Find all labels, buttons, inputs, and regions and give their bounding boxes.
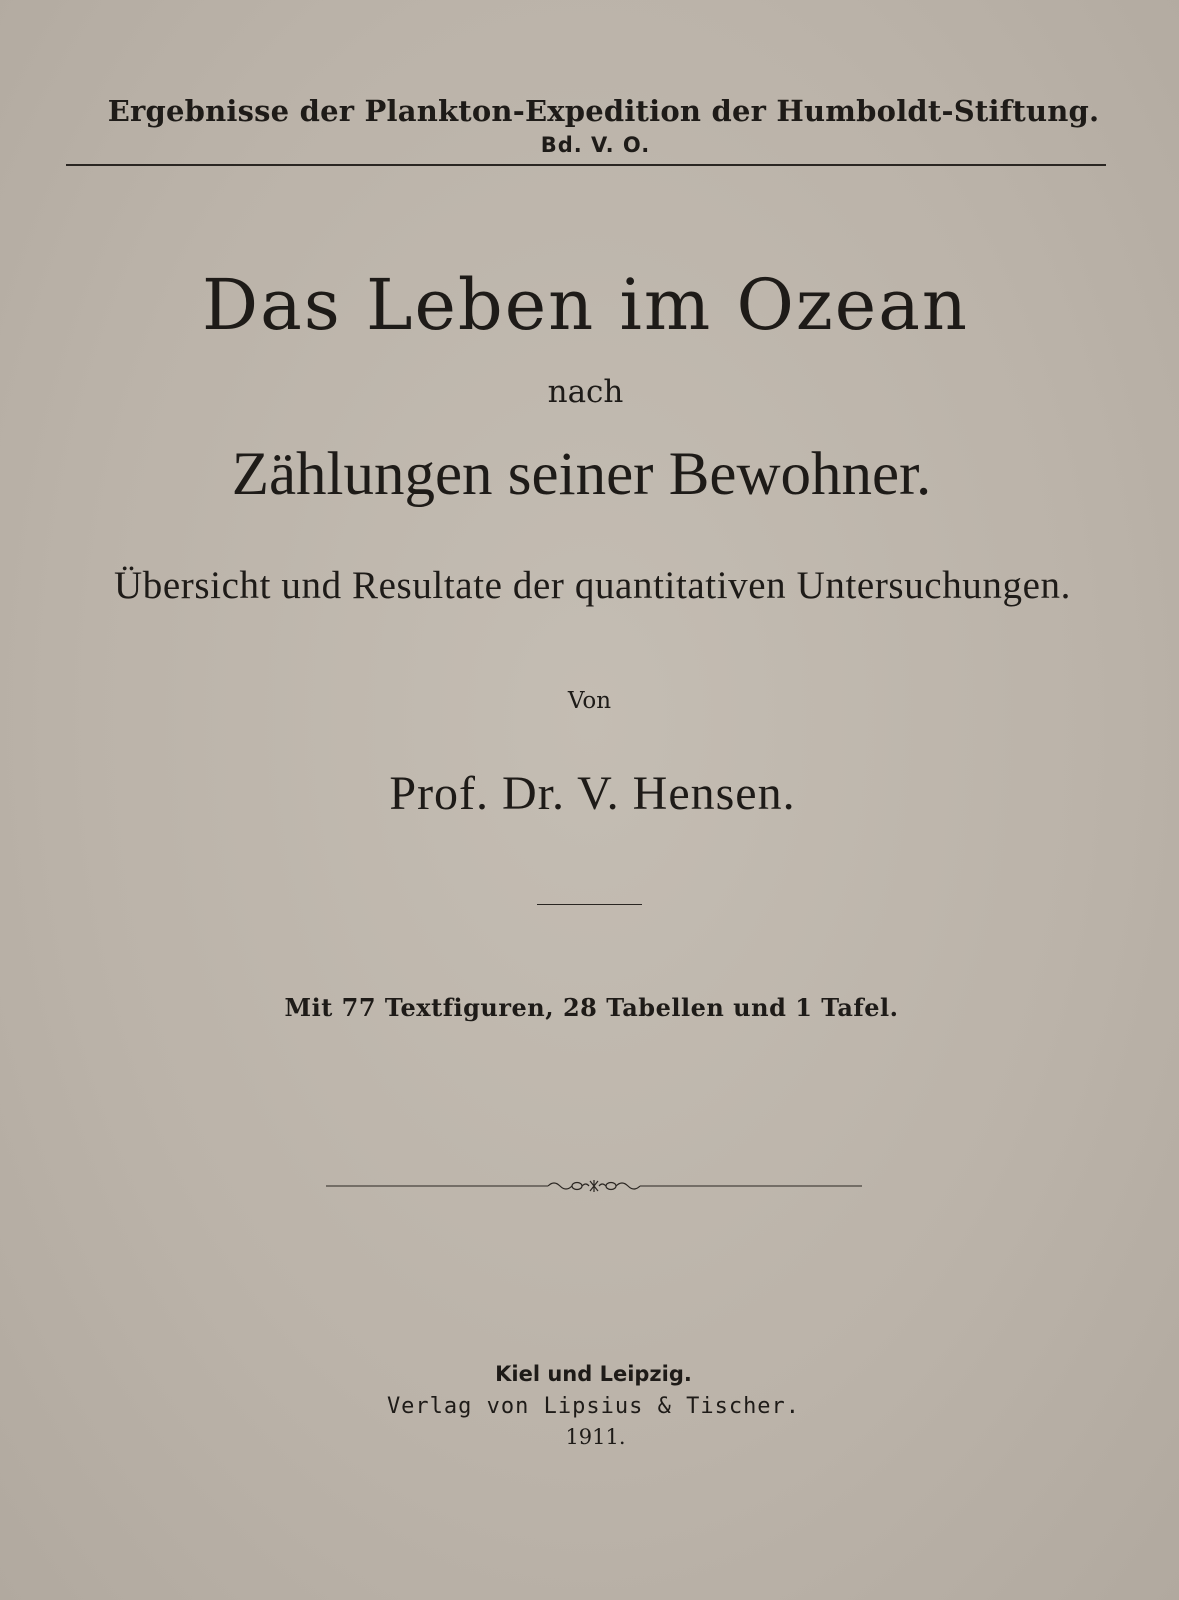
description: Übersicht und Resultate der quantitativen Untersuchungen.	[114, 564, 1071, 607]
publication-place: Kiel und Leipzig.	[495, 1362, 692, 1386]
author-name: Prof. Dr. V. Hensen.	[389, 767, 796, 820]
subtitle: Zählungen seiner Bewohner.	[231, 441, 932, 508]
by-line: Von	[567, 688, 612, 714]
publication-year: 1911.	[565, 1425, 626, 1449]
separator-rule	[537, 904, 642, 905]
header-rule	[66, 164, 1106, 166]
ornament-divider	[326, 1176, 862, 1196]
contents-note: Mit 77 Textfiguren, 28 Tabellen und 1 Tafel.	[284, 993, 899, 1022]
series-title: Ergebnisse der Plankton-Expedition der Humboldt-Stiftung.	[107, 94, 1100, 128]
publisher: Verlag von Lipsius & Tischer.	[386, 1394, 801, 1419]
volume-number: Bd. V. O.	[540, 133, 651, 157]
title-connector: nach	[547, 374, 624, 410]
main-title: Das Leben im Ozean	[201, 264, 970, 346]
